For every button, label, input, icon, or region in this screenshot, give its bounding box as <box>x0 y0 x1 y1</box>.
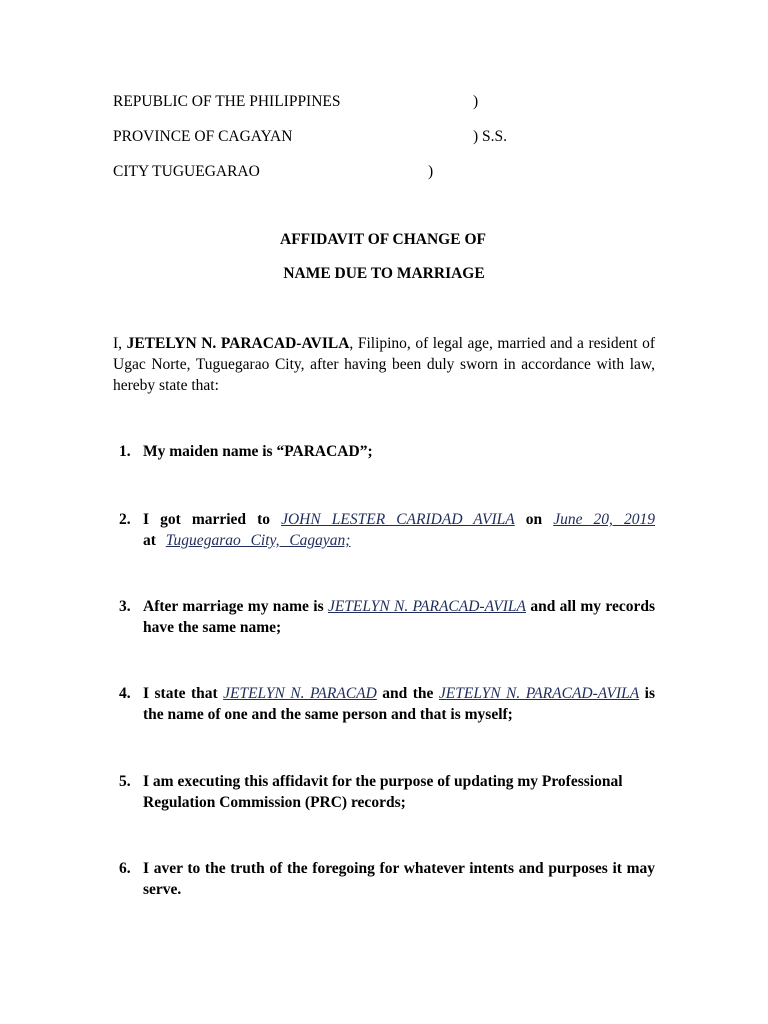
maiden-name-field: JETELYN N. PARACAD <box>223 685 377 702</box>
header-city-paren: ) <box>428 163 434 180</box>
list-item-6 <box>113 858 655 900</box>
list-item-number: 6. <box>119 860 131 877</box>
item4-text-b: and the <box>376 685 439 702</box>
item4-text-a: I state that <box>143 685 224 702</box>
married-name-field-2: JETELYN N. PARACAD-AVILA <box>438 685 640 702</box>
list-item-2 <box>113 509 655 551</box>
list-item-4 <box>113 683 655 725</box>
intro-prefix: I, <box>113 335 127 352</box>
item2-text-b: on <box>514 511 554 528</box>
married-name-field: JETELYN N. PARACAD-AVILA <box>327 598 526 615</box>
intro-paragraph <box>113 333 655 396</box>
list-item-text <box>143 683 655 725</box>
list-item-5 <box>113 771 655 813</box>
item3-text-a: After marriage my name is <box>143 598 328 615</box>
list-item-text: I aver to the truth of the foregoing for whatever intents and purposes it may serve. <box>143 860 655 898</box>
affiant-name: JETELYN N. PARACAD-AVILA <box>126 335 350 352</box>
header-province <box>113 128 533 146</box>
header-republic-paren: ) <box>473 93 479 110</box>
list-item-number: 4. <box>119 685 131 702</box>
item4-text-c: is the name of one and the same person and that is myself; <box>143 685 655 723</box>
list-item-3 <box>113 596 655 638</box>
list-item-number: 5. <box>119 773 131 790</box>
header-province-text: PROVINCE OF CAGAYAN <box>113 128 293 145</box>
list-item-text: My maiden name is “PARACAD”; <box>143 443 373 460</box>
document-title-line2: NAME DUE TO MARRIAGE <box>283 265 485 282</box>
list-item-1 <box>113 441 655 462</box>
document-title-line1: AFFIDAVIT OF CHANGE OF <box>280 231 486 248</box>
list-item-text: I am executing this affidavit for the purpose of updating my Professional Regulation Commission (PRC) records; <box>143 773 623 811</box>
marriage-date-field: June 20, 2019 <box>553 511 655 528</box>
header-city <box>113 163 533 181</box>
list-item-number: 1. <box>119 443 131 460</box>
header-republic-text: REPUBLIC OF THE PHILIPPINES <box>113 93 341 110</box>
list-item-number: 2. <box>119 511 131 528</box>
item2-text-c: at <box>143 532 166 549</box>
list-item-text <box>143 596 655 638</box>
spouse-name-field: JOHN LESTER CARIDAD AVILA <box>281 511 515 528</box>
list-item-text <box>143 509 655 551</box>
intro-rest: , Filipino, of legal age, married and a resident of Ugac Norte, Tuguegarao City, after having been duly sworn in accordance with law, hereby state that: <box>113 335 656 394</box>
item3-text-b: and all my records have the same name; <box>143 598 656 636</box>
header-republic <box>113 93 533 111</box>
list-item-number: 3. <box>119 598 131 615</box>
marriage-place-field: Tuguegarao City, Cagayan; <box>165 532 351 549</box>
header-city-text: CITY TUGUEGARAO <box>113 163 260 180</box>
item2-text-a: I got married to <box>143 511 282 528</box>
header-province-paren: ) S.S. <box>473 128 508 145</box>
